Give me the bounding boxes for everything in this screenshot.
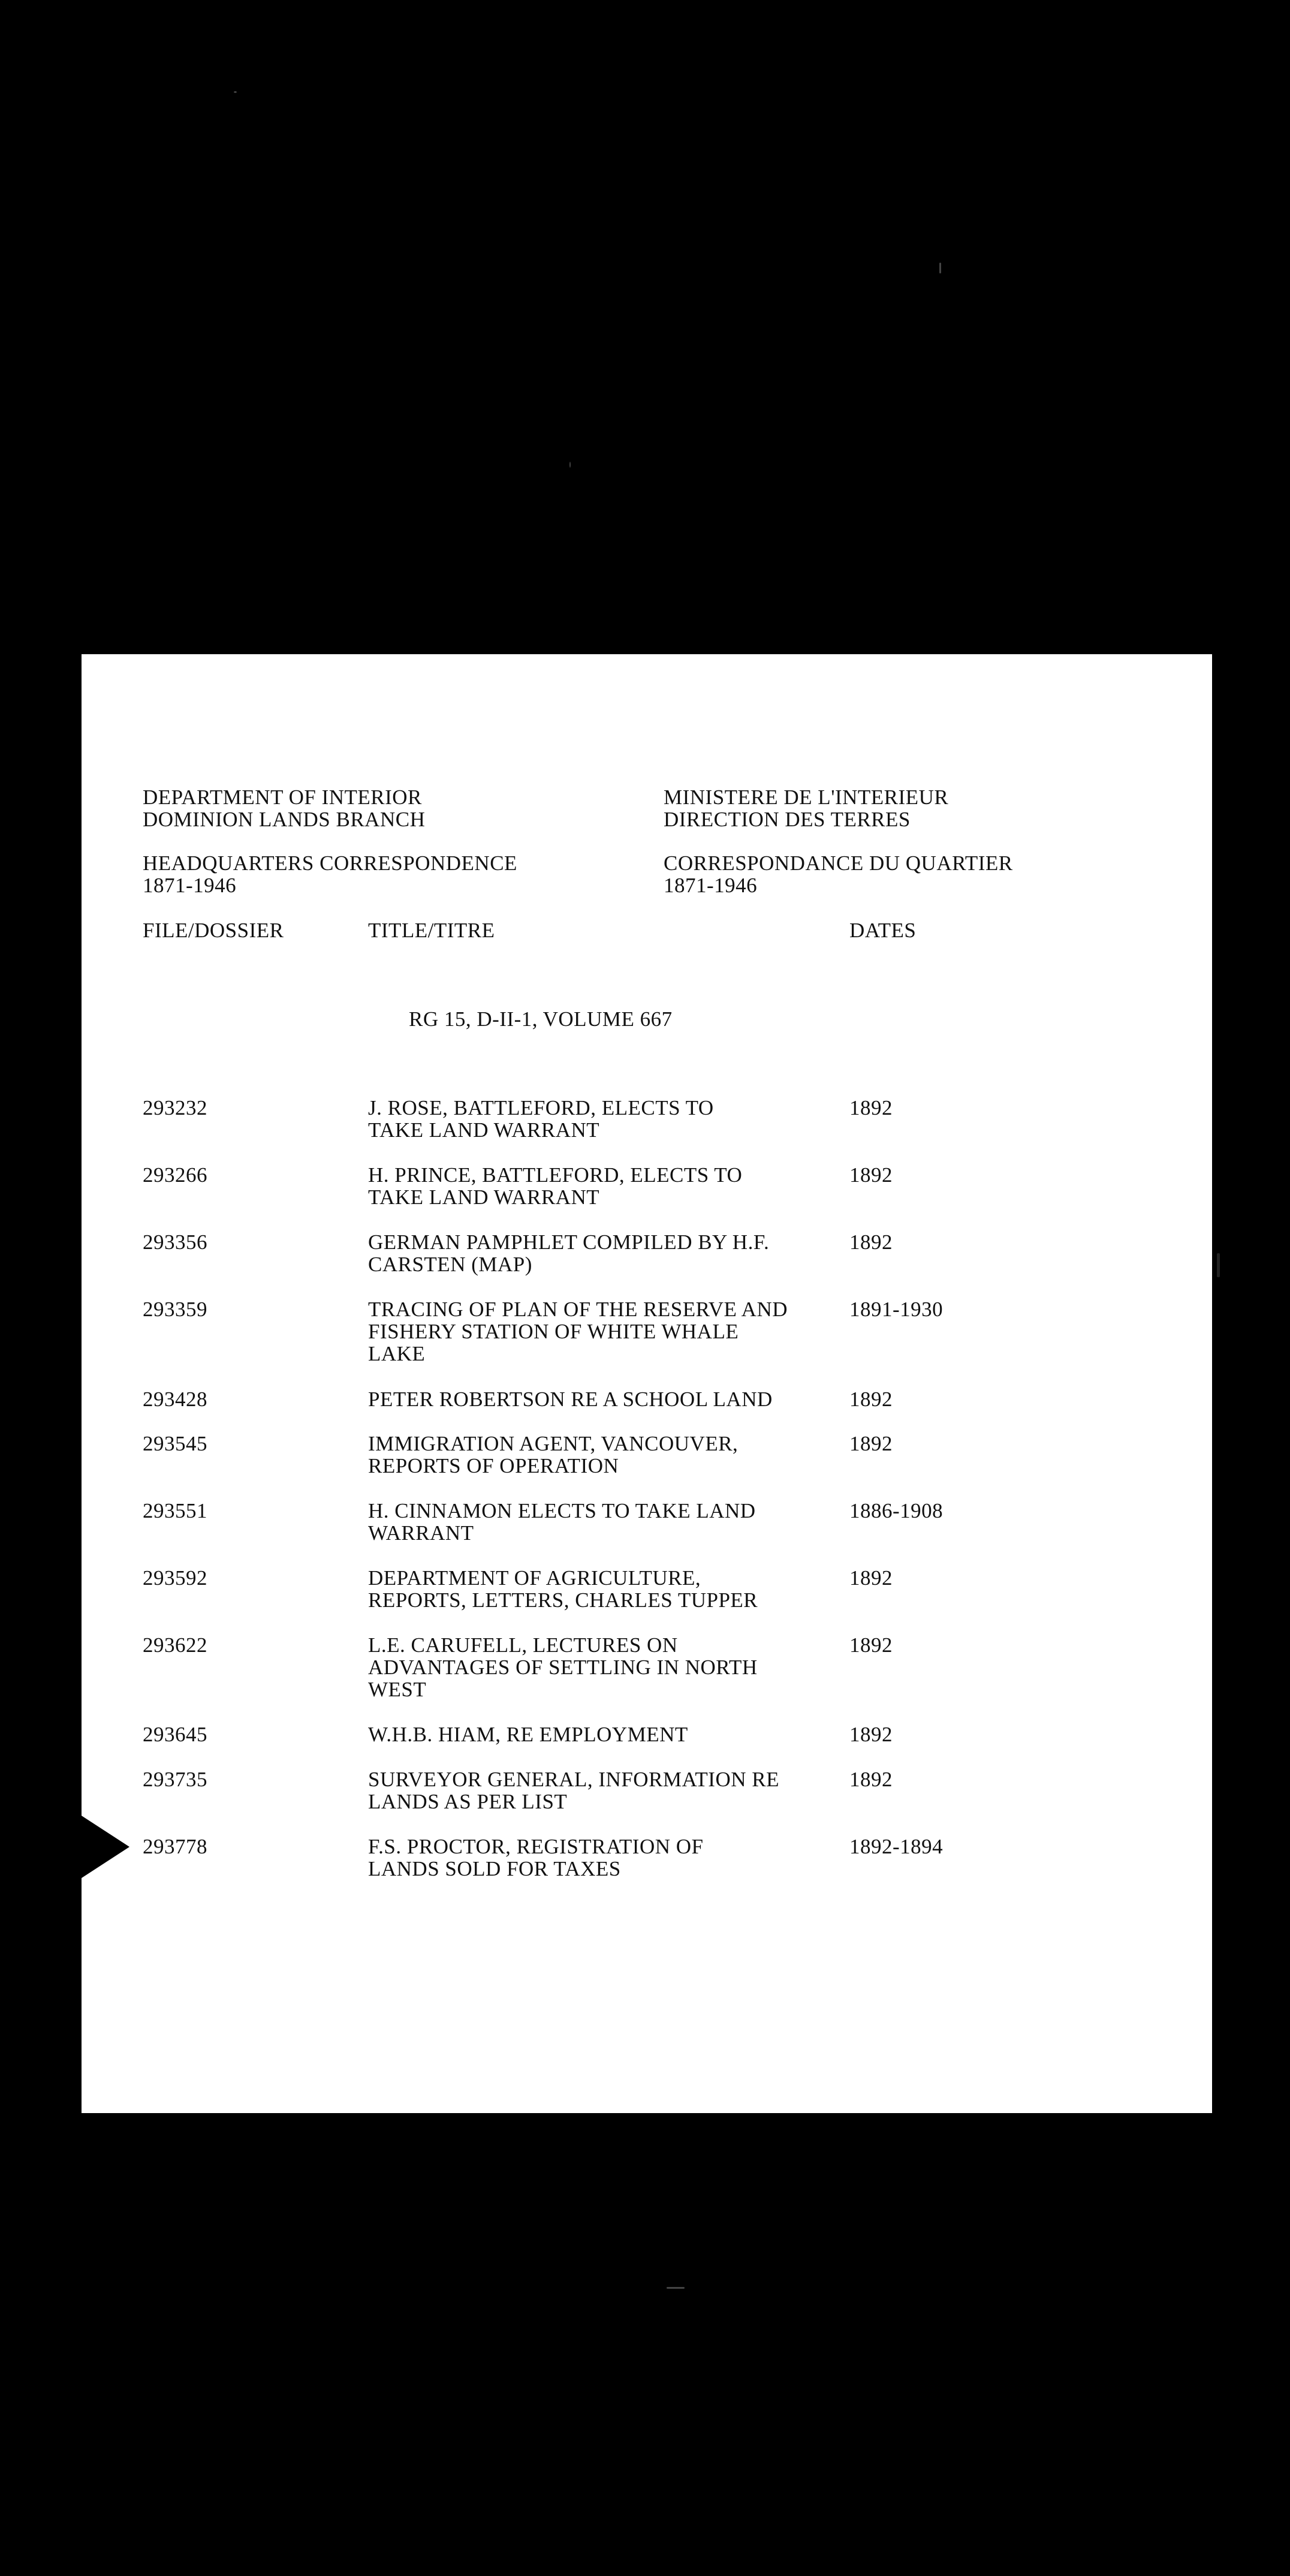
row-title: L.E. CARUFELL, LECTURES ON [368, 1633, 678, 1657]
row-dates: 1886-1908 [849, 1499, 944, 1522]
row-dates: 1892 [849, 1723, 893, 1746]
row-file: 293778 [143, 1835, 207, 1858]
volume-reference: RG 15, D-II-1, VOLUME 667 [409, 1007, 673, 1031]
row-title: LANDS SOLD FOR TAXES [368, 1857, 621, 1880]
row-title: H. CINNAMON ELECTS TO TAKE LAND [368, 1499, 756, 1522]
row-dates: 1892 [849, 1163, 893, 1187]
row-title: TAKE LAND WARRANT [368, 1185, 600, 1209]
row-title: WARRANT [368, 1521, 474, 1545]
header-branch: DOMINION LANDS BRANCH [143, 808, 426, 831]
row-title: H. PRINCE, BATTLEFORD, ELECTS TO [368, 1163, 743, 1187]
dust-speck [1217, 1253, 1220, 1277]
header-direction: DIRECTION DES TERRES [664, 808, 911, 831]
column-file-heading: FILE/DOSSIER [143, 919, 284, 942]
header-department: DEPARTMENT OF INTERIOR [143, 786, 422, 809]
row-title: DEPARTMENT OF AGRICULTURE, [368, 1566, 701, 1590]
dust-speck [569, 462, 571, 468]
dust-speck [667, 2287, 685, 2289]
row-title: FISHERY STATION OF WHITE WHALE [368, 1320, 739, 1343]
row-file: 293735 [143, 1768, 207, 1791]
row-file: 293592 [143, 1566, 207, 1590]
header-correspondence: HEADQUARTERS CORRESPONDENCE [143, 851, 517, 875]
header-years-fr: 1871-1946 [664, 874, 758, 897]
row-dates: 1892 [849, 1388, 893, 1411]
row-title: IMMIGRATION AGENT, VANCOUVER, [368, 1432, 739, 1455]
row-file: 293266 [143, 1163, 207, 1187]
row-title: SURVEYOR GENERAL, INFORMATION RE [368, 1768, 779, 1791]
row-title: WEST [368, 1678, 427, 1701]
row-file: 293551 [143, 1499, 207, 1522]
row-file: 293545 [143, 1432, 207, 1455]
row-title: TRACING OF PLAN OF THE RESERVE AND [368, 1298, 788, 1321]
row-file: 293428 [143, 1388, 207, 1411]
dust-speck [939, 263, 941, 273]
row-dates: 1891-1930 [849, 1298, 944, 1321]
header-correspondance: CORRESPONDANCE DU QUARTIER [664, 851, 1013, 875]
row-file: 293359 [143, 1298, 207, 1321]
row-file: 293622 [143, 1633, 207, 1657]
row-title: LAKE [368, 1342, 426, 1365]
dust-speck [234, 91, 237, 93]
arrow-marker-icon [82, 1816, 129, 1878]
row-title: GERMAN PAMPHLET COMPILED BY H.F. [368, 1230, 770, 1254]
row-title: F.S. PROCTOR, REGISTRATION OF [368, 1835, 704, 1858]
row-dates: 1892 [849, 1230, 893, 1254]
header-ministere: MINISTERE DE L'INTERIEUR [664, 786, 949, 809]
row-title: W.H.B. HIAM, RE EMPLOYMENT [368, 1723, 688, 1746]
row-title: ADVANTAGES OF SETTLING IN NORTH [368, 1656, 758, 1679]
row-file: 293232 [143, 1096, 207, 1120]
row-title: CARSTEN (MAP) [368, 1253, 532, 1276]
row-dates: 1892 [849, 1768, 893, 1791]
row-dates: 1892 [849, 1566, 893, 1590]
row-title: REPORTS, LETTERS, CHARLES TUPPER [368, 1588, 758, 1612]
column-dates-heading: DATES [849, 919, 917, 942]
header-years-en: 1871-1946 [143, 874, 237, 897]
row-file: 293356 [143, 1230, 207, 1254]
row-dates: 1892 [849, 1096, 893, 1120]
row-file: 293645 [143, 1723, 207, 1746]
row-title: PETER ROBERTSON RE A SCHOOL LAND [368, 1388, 773, 1411]
row-title: LANDS AS PER LIST [368, 1790, 568, 1813]
row-dates: 1892 [849, 1633, 893, 1657]
row-title: TAKE LAND WARRANT [368, 1118, 600, 1142]
row-dates: 1892-1894 [849, 1835, 944, 1858]
row-title: J. ROSE, BATTLEFORD, ELECTS TO [368, 1096, 714, 1120]
row-title: REPORTS OF OPERATION [368, 1454, 619, 1477]
row-dates: 1892 [849, 1432, 893, 1455]
column-title-heading: TITLE/TITRE [368, 919, 495, 942]
